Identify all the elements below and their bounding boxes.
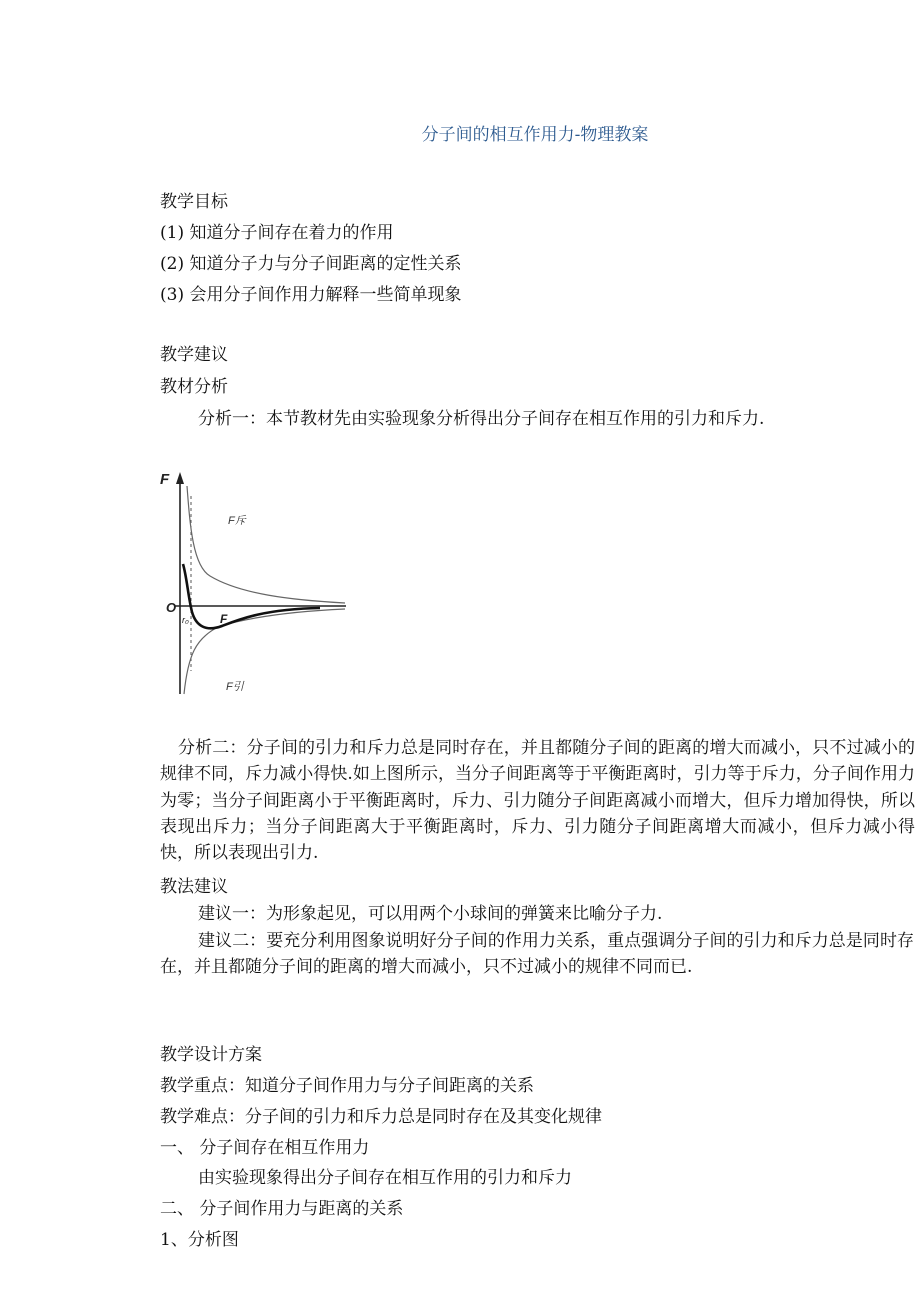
method-heading: 教法建议 (160, 877, 228, 897)
goal-item-3: (3) 会用分子间作用力解释一些简单现象 (160, 285, 462, 305)
y-axis-label: F (160, 471, 170, 488)
molecular-force-graph (160, 466, 350, 698)
origin-label: O (166, 600, 177, 615)
suggestion-one: 建议一：为形象起见，可以用两个小球间的弹簧来比喻分子力. (198, 904, 663, 924)
page-title: 分子间的相互作用力-物理教案 (421, 125, 649, 145)
analysis-two: 分析二：分子间的引力和斥力总是同时存在，并且都随分子间的距离的增大而减小，只不过减小的规律不同，斥力减小得快.如上图所示，当分子间距离等于平衡距离时，引力等于斥力，分子间作用力为零；当分子间距离小于平衡距离时，斥力、引力随分子间距离减小而增大，但斥力增加得快，所以表现出斥力；当分子间距离大于平衡距离时，斥力、引力随分子间距离增大而减小，但斥力减小得快，所以表现出引力. (160, 738, 915, 864)
difficulty: 教学难点：分子间的引力和斥力总是同时存在及其变化规律 (160, 1107, 602, 1127)
section-one-heading: 一、 分子间存在相互作用力 (160, 1138, 370, 1158)
r0-label: r₀ (182, 615, 189, 625)
attraction-label: F引 (226, 681, 244, 693)
goal-item-1: (1) 知道分子间存在着力的作用 (160, 223, 394, 243)
design-heading: 教学设计方案 (160, 1045, 262, 1065)
attraction-curve (184, 609, 345, 694)
repulsion-curve (187, 486, 345, 603)
suggestion-two: 建议二：要充分利用图象说明好分子间的作用力关系，重点强调分子间的引力和斥力总是同时存在，并且都随分子间的距离的增大而减小，只不过减小的规律不同而已. (160, 931, 914, 978)
repulsion-label: F斥 (228, 515, 246, 527)
net-force-label: F (220, 612, 228, 626)
analysis-one: 分析一：本节教材先由实验现象分析得出分子间存在相互作用的引力和斥力. (198, 409, 765, 429)
subsection-one-heading: 1、分析图 (160, 1230, 239, 1250)
advice-heading: 教学建议 (160, 345, 228, 365)
goals-heading: 教学目标 (160, 192, 228, 212)
material-heading: 教材分析 (160, 377, 228, 397)
section-one-text: 由实验现象得出分子间存在相互作用的引力和斥力 (198, 1168, 572, 1188)
y-axis-arrow (176, 472, 184, 484)
goal-item-2: (2) 知道分子力与分子间距离的定性关系 (160, 254, 462, 274)
section-two-heading: 二、 分子间作用力与距离的关系 (160, 1199, 404, 1219)
key-point: 教学重点：知道分子间作用力与分子间距离的关系 (160, 1076, 534, 1096)
